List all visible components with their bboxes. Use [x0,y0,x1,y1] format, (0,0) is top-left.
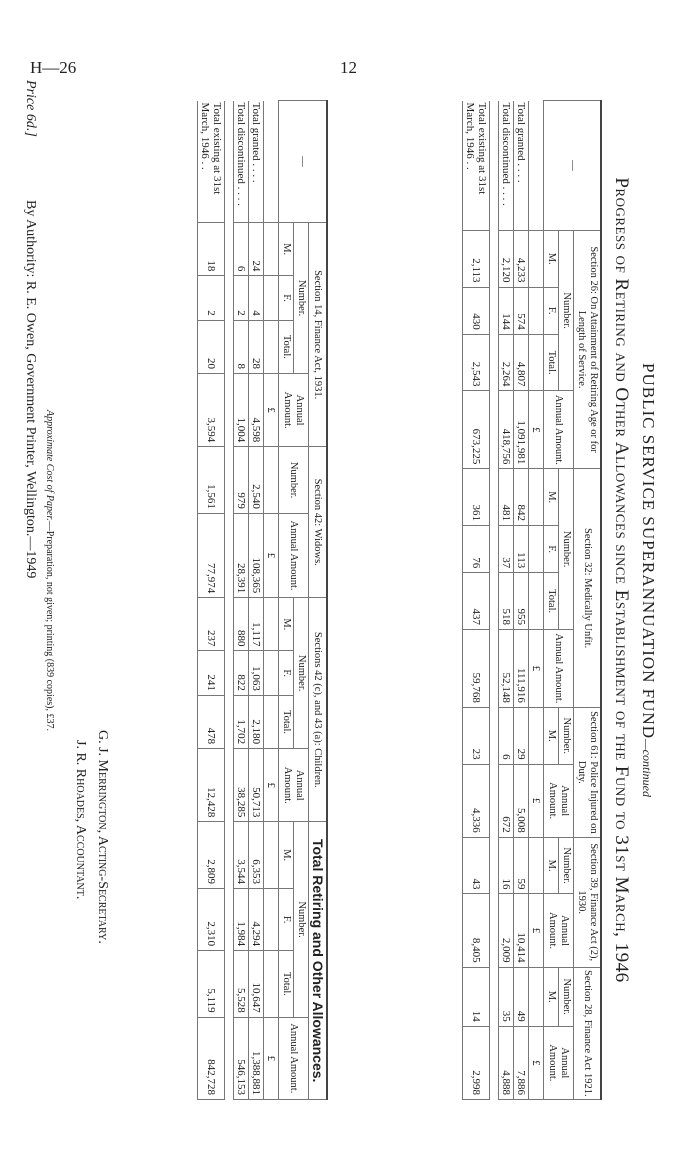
annual-amount-header: Annual Amount. [544,1026,574,1099]
f-header: F. [279,276,294,320]
table-cell: 1,091,981 [514,391,529,469]
section-42-header: Section 42: Widows. [309,447,328,598]
annual-amount-header: Annual Amount. [544,764,574,837]
table-cell: 12,428 [198,749,225,822]
table-cell: 76 [463,526,490,573]
table-cell: 2,113 [463,230,490,287]
table-cell: 8,405 [463,894,490,967]
table-cell: 49 [514,967,529,1026]
row-label: Total granted . . . . [514,101,529,231]
table-cell: 2,540 [249,447,264,514]
table-cell: 6 [234,223,249,276]
table-row [463,101,490,1100]
table-cell: 59,768 [463,629,490,707]
table-cell: 113 [514,526,529,573]
table-cell: 3,594 [198,374,225,447]
rotated-page-content [10,80,658,1160]
table-row [234,101,249,1100]
row-label: Total existing at 31st March, 1946 . . [463,101,490,231]
table-row [249,101,264,1100]
table-cell: 1,004 [234,374,249,447]
table-cell: 2,310 [198,888,225,950]
table-cell: 518 [499,573,514,630]
m-header: M. [544,230,559,287]
annual-amount-header: Annual Amount. [279,749,309,822]
table-cell: 10,414 [514,894,529,967]
table-cell: 24 [249,223,264,276]
section-42c-header: Sections 42 (c), and 43 (a): Children. [309,598,328,822]
table-cell: 5,119 [198,951,225,1018]
annual-amount-header: Annual Amount. [279,374,309,447]
row-label: Total existing at 31st March, 1946 . . [198,101,225,223]
table-cell: 955 [514,573,529,630]
table-cell: 1,117 [249,598,264,651]
row-gap [490,101,499,1100]
table-cell: 43 [463,837,490,894]
table-cell: 8 [234,320,249,373]
price: Price 6d.] [23,80,38,137]
table-cell: 478 [198,695,225,748]
row-label-header: — [544,101,602,231]
table-cell: 50,713 [249,749,264,822]
section-28-header: Section 28, Finance Act 1921. [574,967,602,1099]
total-header: Total. [279,695,294,748]
total-allowances-header: Total Retiring and Other Allowances. [309,822,328,1100]
table-cell: 10,647 [249,951,264,1018]
number-header: Number. [559,837,574,894]
number-header: Number. [559,469,574,630]
table-cell: 1,984 [234,888,249,950]
table-cell: 35 [499,967,514,1026]
table-cell: 111,916 [514,629,529,707]
table-cell: 2,009 [499,894,514,967]
table-cell: 20 [198,320,225,373]
table-cell: 1,702 [234,695,249,748]
table-cell: 23 [463,707,490,764]
table-cell: 52,148 [499,629,514,707]
table-cell: 4,598 [249,374,264,447]
table-cell: 418,756 [499,391,514,469]
table-cell: 430 [463,287,490,334]
row-label: Total discontinued . . . . [234,101,249,223]
number-header: Number. [279,447,309,514]
number-header: Number. [559,230,574,391]
table-cell: 28 [249,320,264,373]
table-cell: 2,120 [499,230,514,287]
table-cell: 880 [234,598,249,651]
table-cell: 672 [499,764,514,837]
table-cell: 6,353 [249,822,264,889]
table-cell: 4,888 [499,1026,514,1099]
table-cell: 361 [463,469,490,526]
cost-note-lead: Approximate Cost of Paper. [44,410,55,521]
table-cell: 574 [514,287,529,334]
pound-row: £ £ £ £ [264,101,279,1100]
annual-amount-header: Annual Amount. [279,1017,309,1099]
table-cell: 2,998 [463,1026,490,1099]
table-cell: 979 [234,447,249,514]
section-61-header: Section 61: Police Injured on Duty. [574,707,602,837]
number-header: Number. [294,598,309,749]
table-cell: 842,728 [198,1017,225,1099]
section-39-header: Section 39, Finance Act (2), 1930. [574,837,602,967]
table-cell: 842 [514,469,529,526]
table-cell: 2,809 [198,822,225,889]
table-row [499,101,514,1100]
table-cell: 2,264 [499,334,514,391]
table-cell: 6 [499,707,514,764]
table-row [198,101,225,1100]
table-cell: 1,388,881 [249,1017,264,1099]
table-cell: 241 [198,651,225,695]
table-cell: 2,543 [463,334,490,391]
number-header: Number. [559,707,574,764]
table-cell: 18 [198,223,225,276]
table-cell: 2 [198,276,225,320]
annual-amount-header: Annual Amount. [544,391,574,469]
annual-amount-header: Annual Amount. [544,894,574,967]
title-suffix: —continued [640,738,654,797]
page-code: H—26 [30,58,77,77]
table-cell: 437 [463,573,490,630]
table-cell: 5,528 [234,951,249,1018]
annual-amount-header: Annual Amount. [279,513,309,597]
cost-note-rest: —Preparation, not given; printing (839 copies), £37. [44,520,55,731]
cost-note [44,410,55,731]
section-32-header: Section 32: Medically Unfit. [574,469,602,708]
number-header: Number. [294,822,309,1017]
table-cell: 237 [198,598,225,651]
signature-accountant: J. R. Rhoades, Accountant. [73,740,88,900]
f-header: F. [544,526,559,573]
table-cell: 28,391 [234,513,249,597]
document-title [638,80,658,1080]
total-header: Total. [279,951,294,1018]
table-cell: 7,886 [514,1026,529,1099]
table-cell: 59 [514,837,529,894]
m-header: M. [544,837,559,894]
table-cell: 4,294 [249,888,264,950]
table-cell: 4,233 [514,230,529,287]
table-row [514,101,529,1100]
table-cell: 5,008 [514,764,529,837]
m-header: M. [279,822,294,889]
table-cell: 4,336 [463,764,490,837]
table-cell: 108,365 [249,513,264,597]
allowances-table-2 [197,100,328,1100]
pound-row: £ £ £ £ £ [529,101,544,1100]
number-header: Number. [294,223,309,374]
section-26-header: Section 26: On Attainment of Retiring Age or for Length of Service. [574,230,602,469]
table-cell: 4,807 [514,334,529,391]
f-header: F. [544,287,559,334]
table-cell: 1,561 [198,447,225,514]
table-cell: 2 [234,276,249,320]
f-header: F. [279,651,294,695]
table-cell: 1,063 [249,651,264,695]
printer-authority: By Authority: R. E. Owen, Government Printer, Wellington.—1949 [23,200,38,579]
total-header: Total. [544,573,559,630]
annual-amount-header: Annual Amount. [544,629,574,707]
m-header: M. [544,707,559,764]
table-cell: 4 [249,276,264,320]
row-label: Total discontinued . . . . [499,101,514,231]
f-header: F. [279,888,294,950]
row-gap [225,101,234,1100]
table-cell: 2,180 [249,695,264,748]
table-cell: 14 [463,967,490,1026]
m-header: M. [279,598,294,651]
total-header: Total. [544,334,559,391]
row-label: Total granted . . . . [249,101,264,223]
row-label-header: — [279,101,328,223]
section-14-header: Section 14, Finance Act, 1931. [309,223,328,447]
table-cell: 37 [499,526,514,573]
table-cell: 546,153 [234,1017,249,1099]
m-header: M. [544,967,559,1026]
allowances-table-1 [462,100,602,1100]
table-cell: 29 [514,707,529,764]
total-header: Total. [279,320,294,373]
table-cell: 38,285 [234,749,249,822]
signature-secretary: G. J. Merrington, Acting-Secretary. [95,730,110,944]
title-main: PUBLIC SERVICE SUPERANNUATION FUND [639,363,658,739]
number-header: Number. [559,967,574,1026]
page-number: 12 [340,58,357,77]
m-header: M. [279,223,294,276]
table-cell: 3,544 [234,822,249,889]
table-cell: 822 [234,651,249,695]
m-header: M. [544,469,559,526]
table-title: Progress of Retiring and Other Allowances since Establishment of the Fund to 31st March, 1946 [611,177,632,983]
table-cell: 481 [499,469,514,526]
table-cell: 673,225 [463,391,490,469]
table-cell: 144 [499,287,514,334]
table-cell: 77,974 [198,513,225,597]
table-cell: 16 [499,837,514,894]
